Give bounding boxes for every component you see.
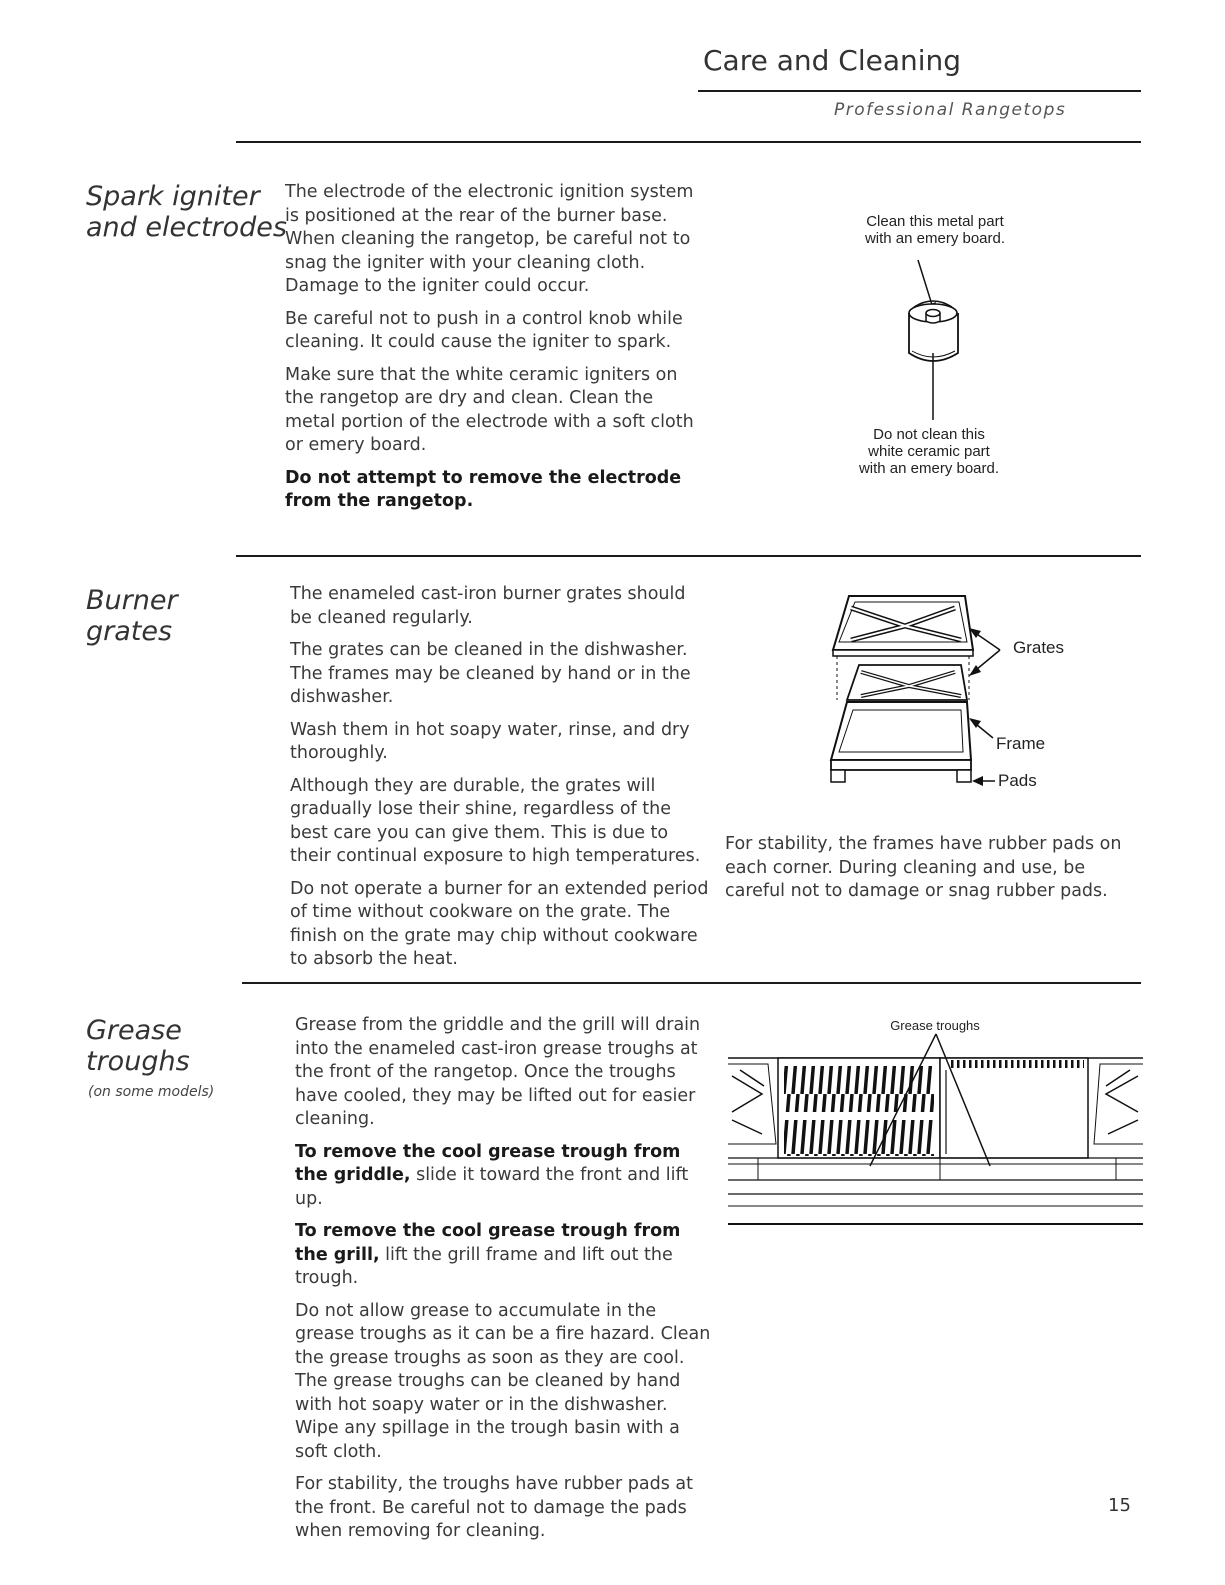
section-title-grease	[86, 1015, 190, 1077]
page-number: 15	[1108, 1495, 1131, 1516]
section-title-line: Grease	[86, 1015, 182, 1046]
bold-lead: To remove the cool grease trough from the griddle,	[295, 1141, 681, 1185]
grates-label: Grates	[1013, 638, 1065, 657]
label-line: with an emery board.	[858, 460, 1000, 477]
label-line: Clean this metal part	[866, 213, 1004, 230]
grates-illustration	[825, 590, 985, 790]
burner-body	[290, 583, 710, 981]
paragraph: Although they are durable, the grates will gradually lose their shine, regardless of the best care you can give them. This is due to their continual exposure to high temperatures.	[290, 775, 701, 866]
frame-label: Frame	[996, 734, 1046, 753]
label-line: white ceramic part	[868, 443, 990, 460]
section-title-line: Spark igniter	[86, 181, 260, 212]
stability-note: For stability, the frames have rubber pads on each corner. During cleaning and use, be careful not to damage or snag rubber pads.	[725, 834, 1122, 901]
warning-text: Do not attempt to remove the electrode from the rangetop.	[285, 467, 682, 511]
paragraph-griddle	[295, 1141, 715, 1212]
igniter-label-bottom	[820, 426, 1038, 477]
section-title-line: Burner	[86, 585, 178, 616]
paragraph: The electrode of the electronic ignition system is positioned at the rear of the burner base. When cleaning the rangetop, be careful not to snag the igniter with your cleaning cloth. Damage to the igniter could occur.	[285, 182, 694, 296]
grease-body	[295, 1014, 715, 1553]
section-title-burner	[86, 585, 178, 647]
section-divider	[242, 982, 1141, 984]
page-title: Care and Cleaning	[703, 44, 962, 77]
paragraph-rest: slide it toward the front and lift up.	[295, 1165, 689, 1209]
label-line: Do not clean this	[873, 426, 985, 443]
paragraph-rest: lift the grill frame and lift out the trough.	[295, 1244, 673, 1288]
grease-troughs-label: Grease troughs	[890, 1018, 980, 1033]
paragraph: For stability, the troughs have rubber pads at the front. Be careful not to damage the pads when removing for cleaning.	[295, 1474, 694, 1541]
section-title-line: grates	[86, 616, 173, 647]
paragraph: The grates can be cleaned in the dishwasher. The frames may be cleaned by hand or in the dishwasher.	[290, 640, 691, 707]
models-note: (on some models)	[88, 1084, 215, 1100]
grease-troughs-illustration	[728, 1034, 1143, 1234]
paragraph: Be careful not to push in a control knob while cleaning. It could cause the igniter to spark.	[285, 308, 683, 352]
igniter-illustration	[890, 255, 980, 425]
section-title-line: and electrodes	[86, 212, 287, 243]
section-divider	[236, 555, 1141, 557]
section-title-spark	[86, 181, 287, 243]
igniter-label-top	[830, 213, 1040, 247]
paragraph: Wash them in hot soapy water, rinse, and dry thoroughly.	[290, 719, 690, 763]
paragraph: Do not allow grease to accumulate in the grease troughs as it can be a fire hazard. Clean the grease troughs as soon as they are cool. The grease troughs can be cleaned by hand with hot soapy water or in the dishwasher. Wipe any spillage in the trough basin with a soft cloth.	[295, 1300, 711, 1462]
label-line: with an emery board.	[864, 230, 1006, 247]
paragraph: Grease from the griddle and the grill will drain into the enameled cast-iron grease troughs at the front of the rangetop. Once the troughs have cooled, they may be lifted out for easier cleaning.	[295, 1015, 701, 1129]
page-subtitle: Professional Rangetops	[834, 100, 1067, 120]
bold-lead: To remove the cool grease trough from the grill,	[295, 1221, 681, 1265]
section-divider	[236, 141, 1141, 143]
spark-body	[285, 181, 705, 523]
paragraph: Make sure that the white ceramic igniters on the rangetop are dry and clean. Clean the metal portion of the electrode with a soft cloth or emery board.	[285, 364, 694, 455]
header-rule	[698, 90, 1141, 92]
paragraph-grill	[295, 1220, 715, 1291]
pads-label: Pads	[998, 771, 1037, 790]
paragraph: The enameled cast-iron burner grates should be cleaned regularly.	[290, 584, 686, 628]
paragraph: Do not operate a burner for an extended period of time without cookware on the grate. The finish on the grate may chip without cookware to absorb the heat.	[290, 878, 709, 969]
section-title-line: troughs	[86, 1046, 190, 1077]
